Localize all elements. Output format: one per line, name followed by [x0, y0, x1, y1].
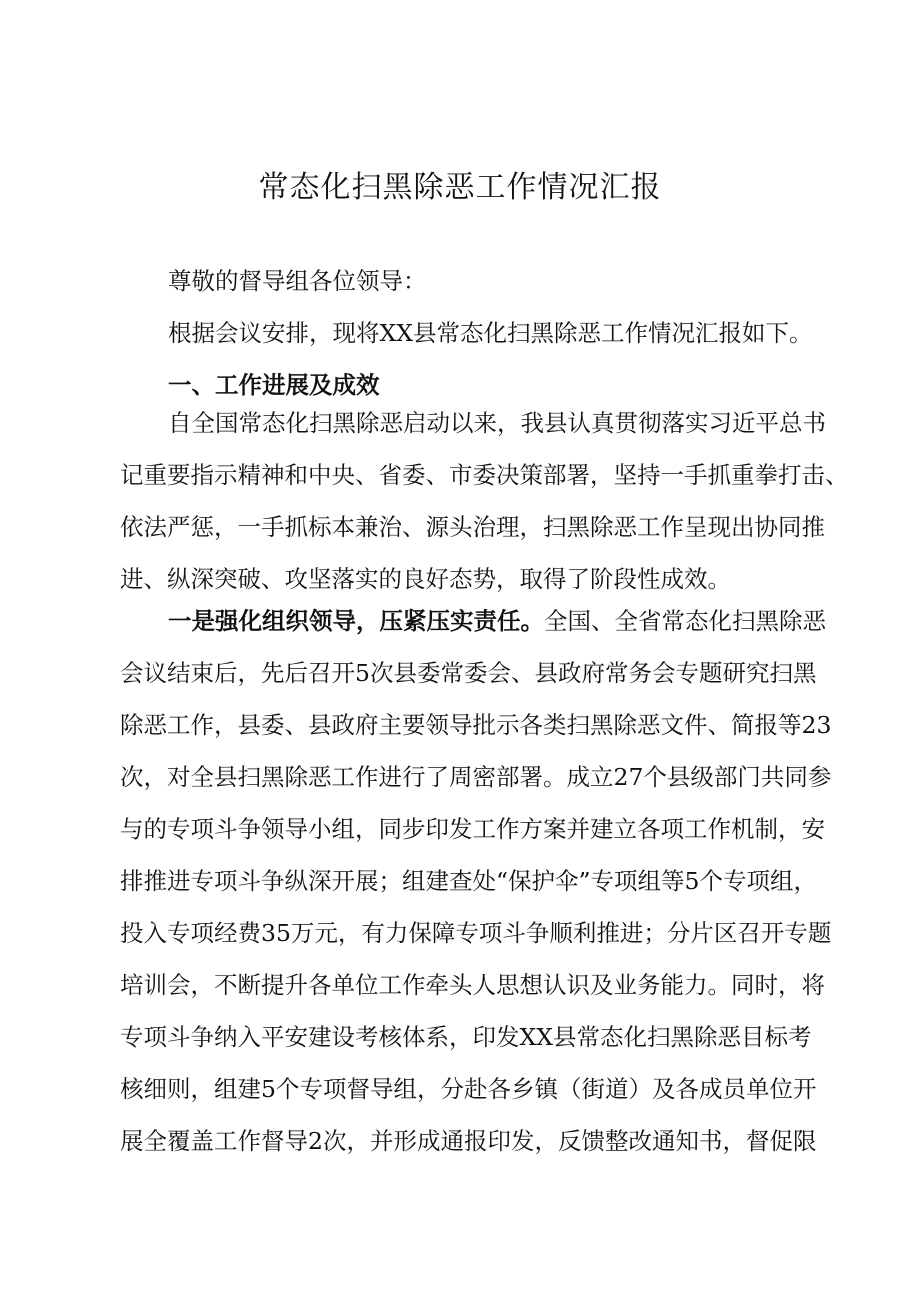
paragraph-line: 排推进专项斗争纵深开展；组建查处“保护伞”专项组等5个专项组， [120, 867, 817, 895]
paragraph-line: 除恶工作，县委、县政府主要领导批示各类扫黑除恶文件、简报等23 [120, 711, 832, 739]
paragraph-first-line [168, 600, 826, 642]
paragraph-line: 投入专项经费35万元，有力保障专项斗争顺利推进；分片区召开专题 [120, 919, 832, 947]
paragraph-line: 进、纵深突破、攻坚落实的良好态势，取得了阶段性成效。 [120, 565, 731, 593]
paragraph-line: 与的专项斗争领导小组，同步印发工作方案并建立各项工作机制，安 [120, 815, 825, 843]
paragraph-line: 依法严惩，一手抓标本兼治、源头治理，扫黑除恶工作呈现出协同推 [120, 513, 825, 541]
paragraph-line: 记重要指示精神和中央、省委、市委决策部署，坚持一手抓重拳打击、 [120, 461, 849, 489]
paragraph-line-rest: 全国、全省常态化扫黑除恶 [544, 607, 826, 635]
paragraph-line: 培训会，不断提升各单位工作牵头人思想认识及业务能力。同时，将 [120, 971, 825, 999]
paragraph-line: 展全覆盖工作督导2次，并形成通报印发，反馈整改通知书，督促限 [120, 1127, 817, 1155]
paragraph-line: 专项斗争纳入平安建设考核体系，印发XX县常态化扫黑除恶目标考 [120, 1023, 812, 1051]
document-title: 常态化扫黑除恶工作情况汇报 [258, 170, 662, 205]
paragraph-line: 自全国常态化扫黑除恶启动以来，我县认真贯彻落实习近平总书 [168, 409, 826, 437]
intro-paragraph: 根据会议安排，现将XX县常态化扫黑除恶工作情况汇报如下。 [168, 319, 813, 347]
paragraph-line: 核细则，组建5个专项督导组，分赴各乡镇（街道）及各成员单位开 [120, 1075, 817, 1103]
paragraph-lead: 一是强化组织领导，压紧压实责任。 [168, 607, 544, 635]
paragraph-line: 会议结束后，先后召开5次县委常委会、县政府常务会专题研究扫黑 [120, 659, 817, 687]
section-heading: 一、工作进展及成效 [168, 371, 380, 399]
paragraph-line: 次，对全县扫黑除恶工作进行了周密部署。成立27个县级部门共同参 [120, 763, 832, 791]
salutation: 尊敬的督导组各位领导： [168, 267, 427, 295]
